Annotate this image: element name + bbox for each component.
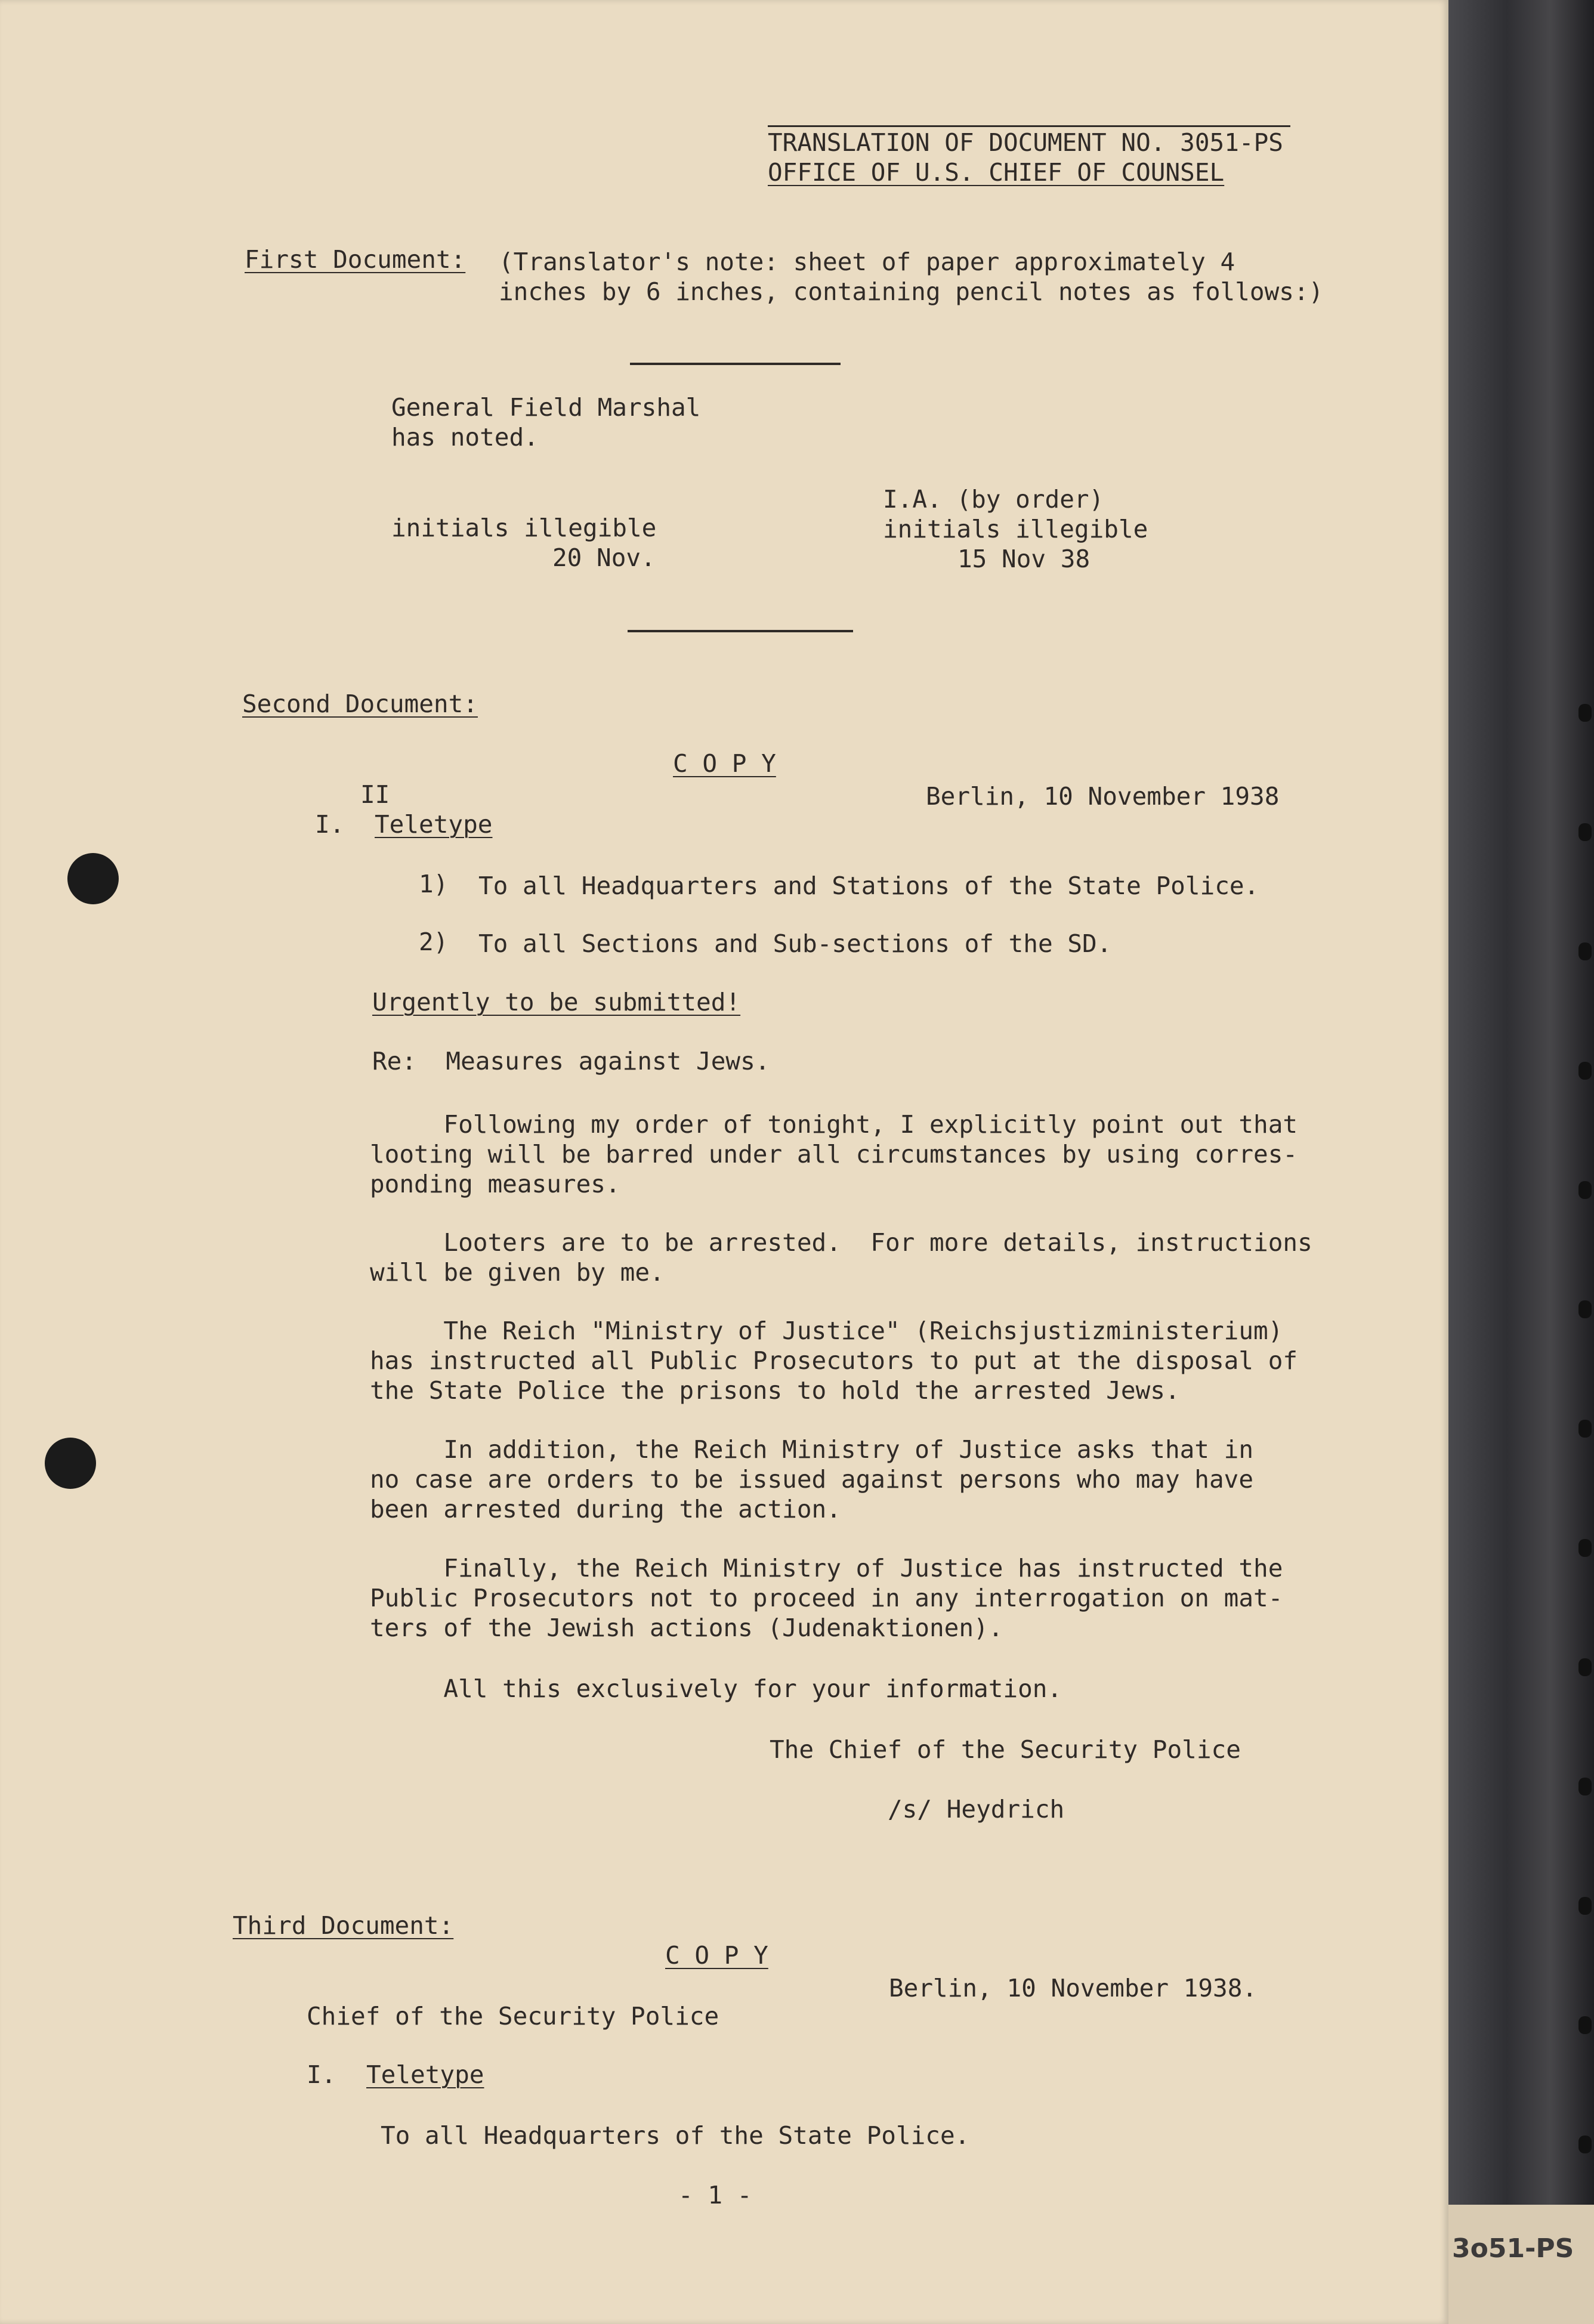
binder-ring [1578, 942, 1592, 960]
paragraph-3-line-3: the State Police the prisons to hold the arrested Jews. [370, 1376, 1180, 1405]
translator-note-line-2: inches by 6 inches, containing pencil notes as follows:) [499, 277, 1324, 306]
right-date: 15 Nov 38 [957, 545, 1091, 573]
first-document-label: First Document: [245, 245, 466, 274]
copy-heading: C O P Y [673, 749, 776, 778]
place-date-2: Berlin, 10 November 1938. [889, 1974, 1258, 2002]
paragraph-3-line-1: The Reich "Ministry of Justice" (Reichsjustizministerium) [370, 1316, 1283, 1345]
marshal-line-2: has noted. [391, 423, 539, 452]
marshal-line-1: General Field Marshal [391, 393, 701, 422]
header-line-2: OFFICE OF U.S. CHIEF OF COUNSEL [768, 158, 1225, 187]
edge-stamp [1448, 2205, 1594, 2324]
chief-line: Chief of the Security Police [307, 2002, 719, 2031]
paragraph-1-line-3: ponding measures. [370, 1170, 620, 1198]
teletype-number-2: I. [307, 2060, 336, 2089]
binder-ring [1578, 1420, 1592, 1438]
paragraph-3-line-2: has instructed all Public Prosecutors to put at the disposal of [370, 1346, 1298, 1375]
item-2-number: 2) [419, 928, 449, 956]
copy-heading-2: C O P Y [665, 1941, 768, 1970]
teletype-heading-2: Teletype [366, 2060, 484, 2089]
paragraph-4-line-1: In addition, the Reich Ministry of Justice asks that in [370, 1435, 1254, 1464]
translator-note-line-1: (Translator's note: sheet of paper approximately 4 [499, 248, 1235, 276]
binder-ring [1578, 1539, 1592, 1557]
paragraph-1-line-1: Following my order of tonight, I explicitly point out that [370, 1110, 1298, 1139]
header-overline [768, 125, 1290, 127]
page-number: - 1 - [678, 2181, 752, 2209]
signature: /s/ Heydrich [888, 1795, 1065, 1824]
paragraph-2-line-2: will be given by me. [370, 1258, 665, 1287]
edge-stamp-text: 3o51-PS [1452, 2233, 1574, 2264]
teletype-number: I. [315, 810, 345, 839]
divider [628, 630, 853, 632]
urgent-notice: Urgently to be submitted! [372, 988, 741, 1016]
binder-ring [1578, 823, 1592, 841]
signer-title: The Chief of the Security Police [770, 1735, 1241, 1764]
paragraph-5-line-1: Finally, the Reich Ministry of Justice has instructed the [370, 1554, 1283, 1583]
binder-ring [1578, 1897, 1592, 1915]
binder-ring [1578, 1062, 1592, 1080]
item-1-text: To all Headquarters and Stations of the State Police. [478, 872, 1259, 900]
item-2-text: To all Sections and Sub-sections of the SD. [478, 929, 1112, 958]
roman-numeral: II [360, 780, 390, 809]
header-line-1: TRANSLATION OF DOCUMENT NO. 3051-PS [768, 128, 1283, 157]
place-date: Berlin, 10 November 1938 [926, 782, 1280, 811]
subject-line: Re: Measures against Jews. [372, 1047, 770, 1076]
paragraph-2-line-1: Looters are to be arrested. For more details, instructions [370, 1228, 1312, 1257]
paragraph-1-line-2: looting will be barred under all circumstances by using corres- [370, 1140, 1298, 1169]
paragraph-4-line-2: no case are orders to be issued against persons who may have [370, 1465, 1254, 1494]
paragraph-6: All this exclusively for your information. [370, 1674, 1062, 1703]
binder-ring [1578, 2016, 1592, 2034]
right-initials: initials illegible [883, 515, 1148, 543]
right-order: I.A. (by order) [883, 485, 1104, 514]
paragraph-5-line-3: ters of the Jewish actions (Judenaktionen). [370, 1614, 1003, 1642]
punch-hole [67, 853, 119, 904]
third-document-label: Third Document: [233, 1911, 454, 1940]
binder-ring [1578, 1658, 1592, 1676]
paragraph-4-line-3: been arrested during the action. [370, 1495, 841, 1523]
binder-edge [1448, 0, 1594, 2324]
divider [630, 363, 841, 365]
second-document-label: Second Document: [242, 690, 478, 718]
item-1-number: 1) [419, 870, 449, 898]
addressee-line: To all Headquarters of the State Police. [381, 2121, 970, 2150]
left-initials: initials illegible [391, 514, 657, 542]
binder-ring [1578, 704, 1592, 722]
punch-hole [45, 1438, 96, 1489]
binder-ring [1578, 2136, 1592, 2153]
binder-ring [1578, 1778, 1592, 1795]
left-date: 20 Nov. [552, 543, 656, 572]
binder-ring [1578, 1300, 1592, 1318]
teletype-heading: Teletype [375, 810, 493, 839]
binder-ring [1578, 1181, 1592, 1199]
paragraph-5-line-2: Public Prosecutors not to proceed in any interrogation on mat- [370, 1584, 1283, 1612]
